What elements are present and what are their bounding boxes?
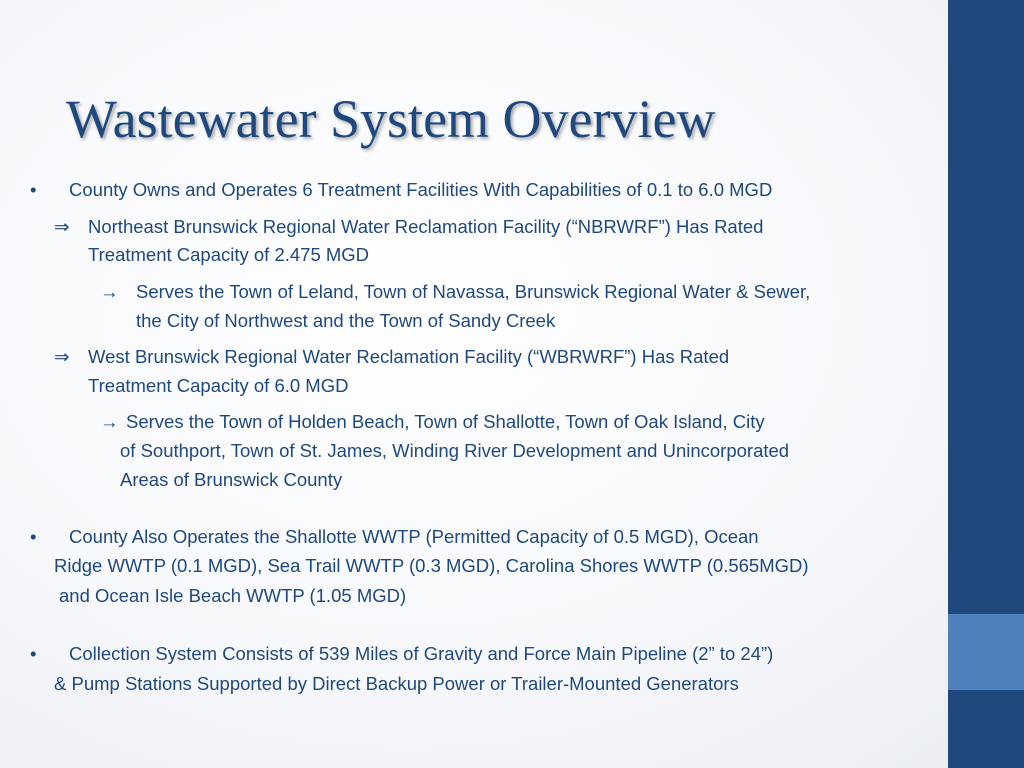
service-text-line: of Southport, Town of St. James, Winding River Development and Unincorporated: [120, 440, 790, 461]
sub-item-text-line: West Brunswick Regional Water Reclamation Facility (“WBRWRF”) Has Rated: [88, 346, 730, 367]
bullet-text-line: and Ocean Isle Beach WWTP (1.05 MGD): [59, 585, 407, 606]
sub-item-text-line: Northeast Brunswick Regional Water Reclamation Facility (“NBRWRF”) Has Rated: [88, 216, 764, 237]
bullet-text-line: Ridge WWTP (0.1 MGD), Sea Trail WWTP (0.3 MGD), Carolina Shores WWTP (0.565MGD): [54, 555, 809, 576]
bullet-text-line: Collection System Consists of 539 Miles of Gravity and Force Main Pipeline (2” to 24”): [69, 643, 774, 664]
right-accent-square: [948, 614, 1024, 690]
bullet-marker: •: [30, 643, 37, 664]
sub-item-text-line: Treatment Capacity of 6.0 MGD: [88, 375, 349, 396]
bullet-marker: •: [30, 179, 37, 200]
arrow-right-icon: →: [100, 411, 119, 432]
sub-item-text-line: Treatment Capacity of 2.475 MGD: [88, 244, 370, 265]
double-arrow-icon: ⇒: [54, 346, 70, 367]
service-text-line: the City of Northwest and the Town of Sandy Creek: [136, 310, 556, 331]
service-text-line: Serves the Town of Holden Beach, Town of Shallotte, Town of Oak Island, City: [126, 411, 765, 432]
double-arrow-icon: ⇒: [54, 216, 70, 237]
slide-title: Wastewater System Overview: [66, 89, 716, 149]
service-text-line: Serves the Town of Leland, Town of Navassa, Brunswick Regional Water & Sewer,: [136, 281, 811, 302]
bullet-text-line: County Owns and Operates 6 Treatment Facilities With Capabilities of 0.1 to 6.0 MGD: [69, 179, 773, 200]
bullet-text-line: County Also Operates the Shallotte WWTP (Permitted Capacity of 0.5 MGD), Ocean: [69, 526, 759, 547]
bullet-marker: •: [30, 526, 37, 547]
arrow-right-icon: →: [100, 281, 119, 302]
service-text-line: Areas of Brunswick County: [120, 469, 343, 490]
bullet-text-line: & Pump Stations Supported by Direct Backup Power or Trailer-Mounted Generators: [54, 673, 739, 694]
